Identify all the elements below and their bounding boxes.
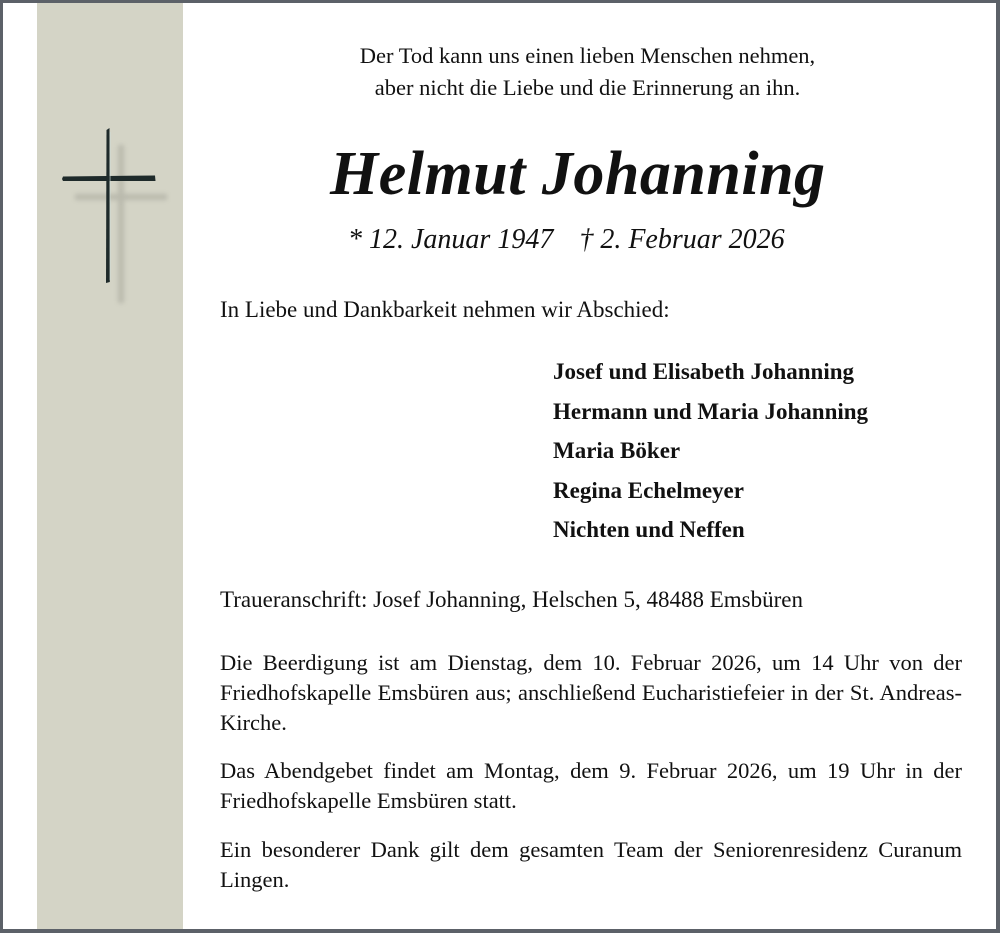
deceased-name: Helmut Johanning [330,140,826,208]
death-date: † 2. Februar 2026 [579,224,785,255]
mourning-address: Traueranschrift: Josef Johanning, Helschen 5, 48488 Emsbüren [220,587,803,612]
life-dates [348,224,785,256]
mourner-name: Josef und Elisabeth Johanning [553,359,855,384]
farewell-intro: In Liebe und Dankbarkeit nehmen wir Abschied: [220,297,670,322]
funeral-info: Die Beerdigung ist am Dienstag, dem 10. Februar 2026, um 14 Uhr von der Friedhofskapelle Emsbüren aus; anschließend Eucharistiefeier in der St. Andreas-Kirche. [220,650,962,735]
evening-prayer-info: Das Abendgebet findet am Montag, dem 9. Februar 2026, um 19 Uhr in der Friedhofskapelle Emsbüren statt. [220,758,962,813]
motto-line-1: Der Tod kann uns einen lieben Menschen nehmen, [359,43,816,68]
motto-line-2: aber nicht die Liebe und die Erinnerung an ihn. [374,75,801,100]
decorative-side-band [37,3,183,929]
mourner-name: Regina Echelmeyer [553,478,744,503]
birth-date: * 12. Januar 1947 [348,224,554,255]
mourner-name: Nichten und Neffen [553,517,745,542]
mourner-name: Maria Böker [553,438,681,463]
thanks-note: Ein besonderer Dank gilt dem gesamten Team der Seniorenresidenz Curanum Lingen. [220,837,962,892]
mourner-name: Hermann und Maria Johanning [553,399,869,424]
